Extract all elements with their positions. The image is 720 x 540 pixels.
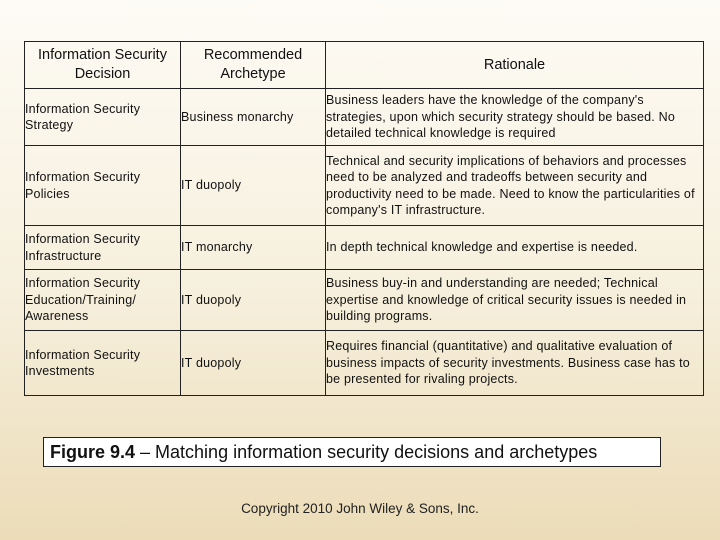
table-row bbox=[25, 226, 704, 270]
figure-label: Figure 9.4 bbox=[50, 442, 136, 462]
table-row bbox=[25, 331, 704, 396]
archetype-cell bbox=[181, 226, 326, 270]
archetype-cell bbox=[181, 89, 326, 146]
decision-cell: Information Security Education/Training/ Awareness bbox=[25, 270, 181, 331]
rationale-cell: Technical and security implications of behaviors and processes need to be analyzed and tradeoffs between security and productivity need to be made. Need to know the particularities of company's IT infrastructure. bbox=[326, 146, 704, 226]
table-header-row bbox=[25, 42, 704, 89]
table-row bbox=[25, 270, 704, 331]
header-rationale: Rationale bbox=[326, 42, 704, 89]
archetype-label: IT duopoly bbox=[181, 178, 242, 193]
decision-archetype-table bbox=[24, 41, 704, 396]
archetype-label: IT monarchy bbox=[181, 240, 253, 255]
decision-cell: Information Security Infrastructure bbox=[25, 226, 181, 270]
archetype-label: IT duopoly bbox=[181, 292, 242, 307]
decision-cell: Information Security Policies bbox=[25, 146, 181, 226]
archetype-label: IT duopoly bbox=[181, 355, 242, 370]
copyright-notice: Copyright 2010 John Wiley & Sons, Inc. bbox=[241, 501, 479, 516]
table-row bbox=[25, 89, 704, 146]
rationale-cell: Business buy-in and understanding are needed; Technical expertise and knowledge of critical security issues is needed in building programs. bbox=[326, 270, 704, 331]
header-archetype: Recommended Archetype bbox=[181, 42, 326, 89]
decision-cell: Information Security Investments bbox=[25, 331, 181, 396]
rationale-cell: In depth technical knowledge and expertise is needed. bbox=[326, 226, 704, 270]
archetype-cell bbox=[181, 146, 326, 226]
rationale-cell: Business leaders have the knowledge of the company's strategies, upon which security strategy should be based. No detailed technical knowledge is required bbox=[326, 89, 704, 146]
archetype-cell bbox=[181, 270, 326, 331]
decision-cell: Information Security Strategy bbox=[25, 89, 181, 146]
archetype-cell bbox=[181, 331, 326, 396]
header-decision: Information Security Decision bbox=[25, 42, 181, 89]
figure-caption-text: – Matching information security decisions and archetypes bbox=[135, 442, 598, 462]
table-row bbox=[25, 146, 704, 226]
figure-caption bbox=[43, 437, 661, 467]
archetype-label: Business monarchy bbox=[181, 109, 294, 124]
rationale-cell: Requires financial (quantitative) and qualitative evaluation of business impacts of security investments. Business case has to be presented for rivaling projects. bbox=[326, 331, 704, 396]
